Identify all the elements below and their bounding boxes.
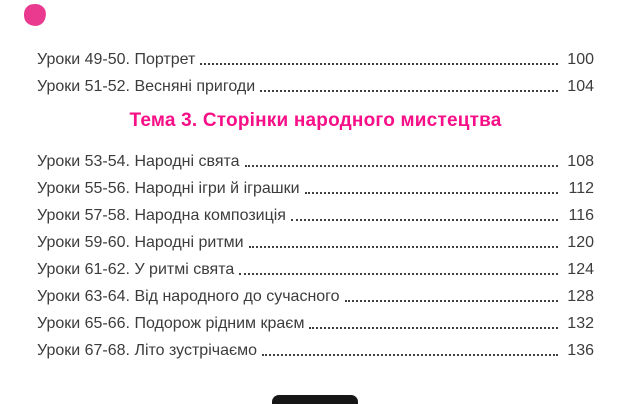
toc-entry-row [37, 46, 594, 73]
dots-leader [305, 192, 558, 194]
pink-paint-blob-decor [23, 3, 48, 28]
dots-leader [345, 300, 558, 302]
dots-leader [260, 90, 558, 92]
toc-entry-label: Уроки 67-68. Літо зустрічаємо [37, 342, 258, 359]
toc-entry-row [37, 337, 594, 364]
toc-entry-row [37, 73, 594, 100]
toc-entry-page-number: 136 [567, 342, 594, 359]
dots-leader [200, 63, 558, 65]
toc-entry-page-number: 116 [568, 207, 594, 224]
toc-entry-page-number: 120 [567, 234, 594, 251]
toc-entry-page-number: 124 [567, 261, 594, 278]
bottom-bar-decor [272, 395, 358, 404]
toc-entry-label: Уроки 57-58. Народна композиція [37, 207, 286, 224]
toc-entry-label: Уроки 49-50. Портрет [37, 51, 196, 68]
dots-leader [309, 327, 558, 329]
toc-entry-page-number: 128 [567, 288, 594, 305]
toc-entry-label: Уроки 61-62. У ритмі свята [37, 261, 235, 278]
toc-entry-row [37, 148, 594, 175]
toc-entry-page-number: 104 [567, 78, 594, 95]
toc-entry-page-number: 100 [567, 51, 594, 68]
toc-list [37, 46, 594, 364]
toc-entry-row [37, 175, 594, 202]
toc-entry-page-number: 112 [568, 180, 594, 197]
toc-entry-row [37, 310, 594, 337]
dots-leader [262, 354, 558, 356]
toc-entry-label: Уроки 51-52. Весняні пригоди [37, 78, 256, 95]
section-heading: Тема 3. Сторінки народного мистецтва [129, 110, 502, 131]
toc-entry-row [37, 202, 594, 229]
dots-leader [291, 219, 558, 221]
dots-leader [249, 246, 558, 248]
toc-entry-page-number: 108 [567, 153, 594, 170]
toc-entry-label: Уроки 59-60. Народні ритми [37, 234, 244, 251]
toc-entry-label: Уроки 53-54. Народні свята [37, 153, 240, 170]
toc-entry-label: Уроки 55-56. Народні ігри й іграшки [37, 180, 300, 197]
dots-leader [245, 165, 558, 167]
toc-entry-label: Уроки 63-64. Від народного до сучасного [37, 288, 340, 305]
dots-leader [239, 273, 558, 275]
toc-entry-page-number: 132 [567, 315, 594, 332]
toc-entry-row [37, 256, 594, 283]
toc-entry-label: Уроки 65-66. Подорож рідним краєм [37, 315, 305, 332]
toc-entry-row [37, 283, 594, 310]
toc-entry-row [37, 229, 594, 256]
